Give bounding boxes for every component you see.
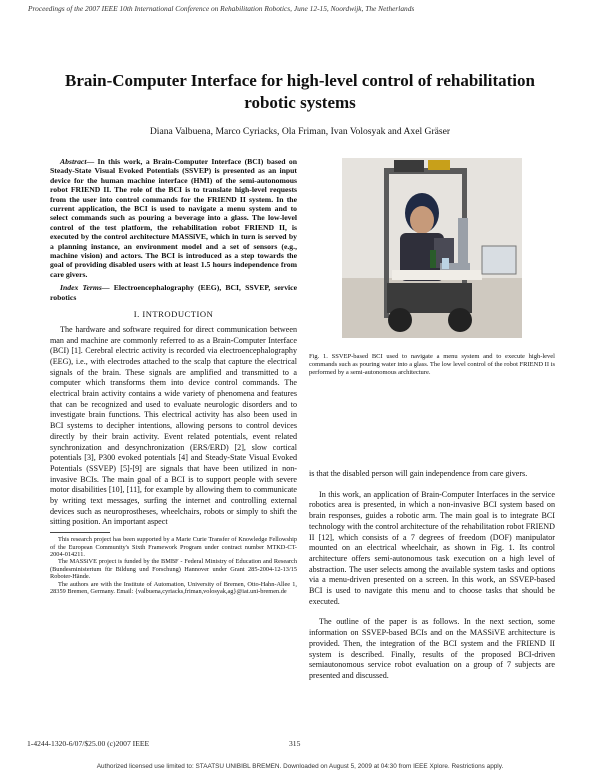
copyright-line: 1-4244-1320-6/07/$25.00 (c)2007 IEEE (27, 739, 150, 748)
figure-1-photo (342, 158, 522, 338)
abstract (50, 157, 297, 279)
left-column (50, 157, 297, 595)
index-terms-text: — Electroencephalography (EEG), BCI, SSVEP, service robotics (50, 283, 298, 302)
right-paragraph-1: is that the disabled person will gain independence from care givers. (309, 469, 528, 478)
author-list: Diana Valbuena, Marco Cyriacks, Ola Friman, Ivan Volosyak and Axel Gräser (149, 126, 451, 137)
license-notice: Authorized licensed use limited to: STAATSU UNIBIBL BREMEN. Downloaded on August 5, 2009 at 04:30 from IEEE Xplore. Restrictions apply. (96, 763, 504, 770)
right-column (309, 469, 555, 682)
robot-wheelchair-photo-image (342, 158, 522, 338)
conference-header: Proceedings of the 2007 IEEE 10th International Conference on Rehabilitation Robotics, June 12-15, Noordwijk, The Netherlands (28, 4, 415, 13)
paragraph-gap (309, 480, 555, 490)
index-terms-lead: Index Terms (60, 283, 102, 293)
abstract-text: — In this work, a Brain-Computer Interface (BCI) based on Steady-State Visual Evoked Potentials (SSVEP) is presented as an input device for the human machine interface (HMI) of the semi-autonomous robot FRIEND II. The role of the BCI is to translate high-level requests from the user into control commands for the FRIEND II system. In the current application, the BCI is used to navigate a menu system and to select commands such as pouring a beverage into a glass. The low-level control of the test platform, the rehabilitation robot FRIEND II, is executed by the control architecture MASSiVE, which in turn is served by a planning instance, an environment model and a set of sensors (e.g., machine vision) and actors. The BCI is introduced as a step towards the goal of providing disabled users with at least 1.5 hours independence from care givers. (50, 157, 297, 279)
footnote-1: This research project has been supported by a Marie Curie Transfer of Knowledge Fellowship of the European Community's Sixth Framework Program under contract number MTKD-CT-2004-014211. (50, 536, 297, 558)
footnote-3: The authors are with the Institute of Automation, University of Bremen, Otto-Hahn-Allee 1, 28359 Bremen, Germany. Email: {valbuena,cyriacks,friman,volosyak,ag}@iat.uni-bremen.de (50, 580, 297, 595)
title-line-2: robotic systems (244, 93, 356, 112)
index-terms (50, 283, 297, 302)
paper-title (40, 70, 560, 114)
footnote-divider (50, 532, 110, 533)
intro-paragraph: The hardware and software required for direct communication between man and machine are commonly referred to as a Brain-Computer Interface (BCI) [1]. Cerebral electric activity is recorded via electroencephalography (EEG), i.e., with electrodes attached to the scalp that capture the electrical signals of the brain. These signals are amplified and transmitted to a computer which transforms them into device control commands. The electrical brain activity contains a wide variety of phenomena and features that can be recognized and used to evaluate neurologic disorders and to investigate brain functions. This electrical activity has also been used in BCI systems to decipher intentions, allowing persons to control devices directly by their brain activity. Event related potentials, event related synchronization and desynchronization (ERS/ERD) [2], slow cortical potentials [3], P300 evoked potentials [4] and Steady-State Visual Evoked Potentials (SSVEP) [5]-[9] are signals that have been utilized in non-invasive BCIs. The main goal of a BCI is to support people with severe motor disabilities [10], [11], for example by allowing them to communicate by writing text messages, surfing the internet and controlling external devices such as neuroprostheses, wheelchairs, robots or simply to shift the sitting position. An important aspect (50, 324, 297, 527)
figure-1-caption: Fig. 1. SSVEP-based BCI used to navigate a menu system and to execute high-level commands such as pouring water into a glass. The low level control of the robot FRIEND II is performed by a semi-autonomous architecture. (309, 353, 555, 376)
footnote-2: The MASSiVE project is funded by the BMBF - Federal Ministry of Education and Research (Bundesministerium für Bildung und Forschung) Hannover under Grant 285-2004-12-13/15 Roboter-Hände. (50, 558, 297, 581)
right-paragraph-2: In this work, an application of Brain-Computer Interfaces in the service robotics area is presented, in which a non-invasive BCI system based on brain responses, guides a robotic arm. The main goal is to integrate BCI technology with the control architecture of the rehabilitation robot FRIEND II [12], which consists of a 7 degrees of freedom (DOF) manipulator mounted on an electrical wheelchair, as shown in Fig. 1. Its control architecture offers semi-autonomous task execution on a high level of abstraction. The user selects among the available system tasks and options via a menu-driven presented on a screen. In this work, an SSVEP-based BCI is used to navigate this menu and to choose tasks that should be executed. (309, 489, 555, 606)
section-heading-introduction: I. INTRODUCTION (133, 309, 214, 320)
page-number: 315 (289, 739, 301, 748)
title-line-1: Brain-Computer Interface for high-level control of rehabilitation (65, 71, 535, 90)
paragraph-gap (309, 607, 555, 617)
right-paragraph-3: The outline of the paper is as follows. In the next section, some information on SSVEP-based BCIs and on the MASSiVE architecture is provided. Then, the integration of the BCI system and the FRIEND II system is described. Finally, results of the proposed BCI-driven semiautonomous service robot evaluation on a group of 7 subjects are presented and discussed. (309, 617, 555, 680)
abstract-lead: Abstract (60, 157, 87, 166)
